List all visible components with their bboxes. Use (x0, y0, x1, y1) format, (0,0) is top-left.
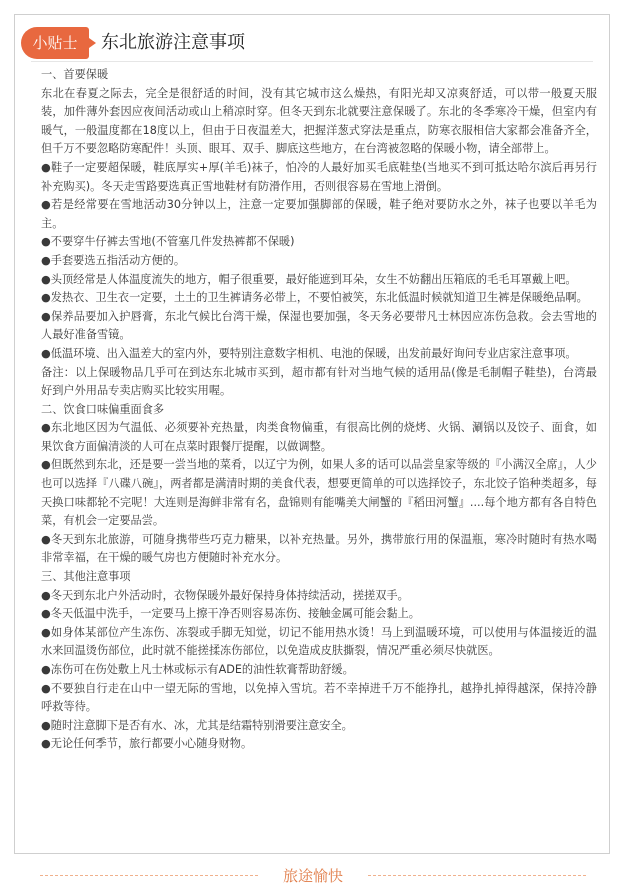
bullet-item: ●冬天低温中洗手，一定要马上擦干净否则容易冻伤、接触金属可能会黏上。 (41, 607, 420, 621)
article-body (41, 66, 597, 754)
bullet-item: ●鞋子一定要超保暖，鞋底厚实+厚(羊毛)袜子，怕冷的人最好加买毛底鞋垫(当地买不到可抵达哈尔滨后再另行补充购买)。冬天走雪路要选真正雪地鞋材有防滑作用，否则很容易在雪地上滑倒。 (41, 160, 597, 193)
bullet-item: ●发热衣、卫生衣一定要，土土的卫生裤请务必带上，不要怕被笑，东北低温时候就知道卫生裤是保暖绝品啊。 (41, 291, 588, 305)
section-heading: 二、饮食口味偏重面食多 (41, 402, 165, 416)
footer-divider-right (368, 875, 586, 876)
bullet-item: ●低温环境、出入温差大的室内外，要特别注意数字相机、电池的保暖，出发前最好询问专业店家注意事项。 (41, 346, 577, 360)
bullet-item: ●东北地区因为气温低、必须要补充热量，肉类食物偏重，有很高比例的烧烤、火锅、涮锅以及饺子、面食，如果饮食方面偏清淡的人可在点菜时跟餐厅提醒，以做调整。 (41, 421, 597, 453)
header-divider (31, 61, 593, 62)
bullet-item: ●冻伤可在伤处敷上凡士林或标示有ADE的油性软膏帮助舒缓。 (41, 663, 354, 676)
bullet-item: ●若是经常要在雪地活动30分钟以上，注意一定要加强脚部的保暖，鞋子绝对要防水之外，袜子也要以羊毛为主。 (41, 198, 597, 230)
tips-card (14, 14, 610, 854)
bullet-item: ●冬天到东北旅游，可随身携带些巧克力糖果，以补充热量。另外，携带旅行用的保温瓶，寒冷时随时有热水喝非常幸福，在干燥的暖气房也方便随时补充水分。 (41, 532, 597, 565)
bullet-item: ●头顶经常是人体温度流失的地方，帽子很重要，最好能遮到耳朵，女生不妨翻出压箱底的毛毛耳罩戴上吧。 (41, 272, 577, 286)
footer-text: 旅途愉快 (282, 867, 343, 885)
bullet-item: ●但既然到东北，还是要一尝当地的菜肴，以辽宁为例，如果人多的话可以品尝皇家等级的『小满汉全席』，人少也可以选择『八碟八碗』，两者都是满清时期的美食代表，想要更简单的可以选择饺子，东北饺子馅种类超多，每天换口味都轮不完呢！大连则是海鲜非常有名，盘锦则有能嘴美大闸蟹的『稻田河蟹』....每个地方都有各自特色菜，有机会一定要品尝。 (41, 458, 597, 528)
bullet-item: ●无论任何季节，旅行都要小心随身财物。 (41, 737, 253, 751)
footer-banner (0, 864, 626, 888)
section-heading: 三、其他注意事项 (41, 570, 131, 584)
bullet-item: ●冬天到东北户外活动时，衣物保暖外最好保持身体持续活动，搓搓双手。 (41, 588, 409, 602)
paragraph: 东北在春夏之际去，完全是很舒适的时间，没有其它城市这么燥热，有阳光却又凉爽舒适，可以带一般夏天服装，加件薄外套因应夜间活动或山上稍凉时穿。但冬天到东北就要注意保暖了。东北的冬季寒冷干燥，但室内有暖气，一般温度都在18度以上，但由于日夜温差大，把握洋葱式穿法是重点，防寒衣服相信大家都会准备齐全，但千万不要忽略防寒配件！头顶、眼耳、双手、脚底这些地方，在台湾被忽略的保暖小物，请全部带上。 (41, 86, 597, 156)
footer-divider-left (40, 875, 258, 876)
page-title: 东北旅游注意事项 (101, 32, 245, 53)
card-header (15, 27, 609, 59)
bullet-item: ●手套要选五指活动方便的。 (41, 253, 186, 267)
tips-tag-badge: 小贴士 (21, 27, 89, 59)
bullet-item: ●不要穿牛仔裤去雪地(不管塞几件发热裤都不保暖) (41, 235, 295, 249)
bullet-item: ●不要独自行走在山中一望无际的雪地，以免掉入雪坑。若不幸掉进千万不能挣扎，越挣扎掉得越深，保持冷静呼救等待。 (41, 681, 597, 714)
bullet-item: ●如身体某部位产生冻伤、冻裂或手脚无知觉，切记不能用热水烫！马上到温暖环境，可以使用与体温接近的温水来回温烫伤部位，此时就不能搓揉冻伤部位，以免造成皮肤撕裂，情况严重必须尽快就医。 (41, 625, 597, 658)
note-paragraph: 备注：以上保暖物品几乎可在到达东北城市买到，超市都有针对当地气候的适用品(像是毛制帽子鞋垫)，台湾最好到户外用品专卖店购买比较实用喔。 (41, 365, 597, 398)
bullet-item: ●保养品要加入护唇膏，东北气候比台湾干燥，保湿也要加强，冬天务必要带凡士林因应冻伤急救。会去雪地的人最好准备雪镜。 (41, 309, 597, 342)
section-heading: 一、首要保暖 (41, 68, 109, 81)
bullet-item: ●随时注意脚下是否有水、冰，尤其是结霜特别滑要注意安全。 (41, 718, 353, 732)
